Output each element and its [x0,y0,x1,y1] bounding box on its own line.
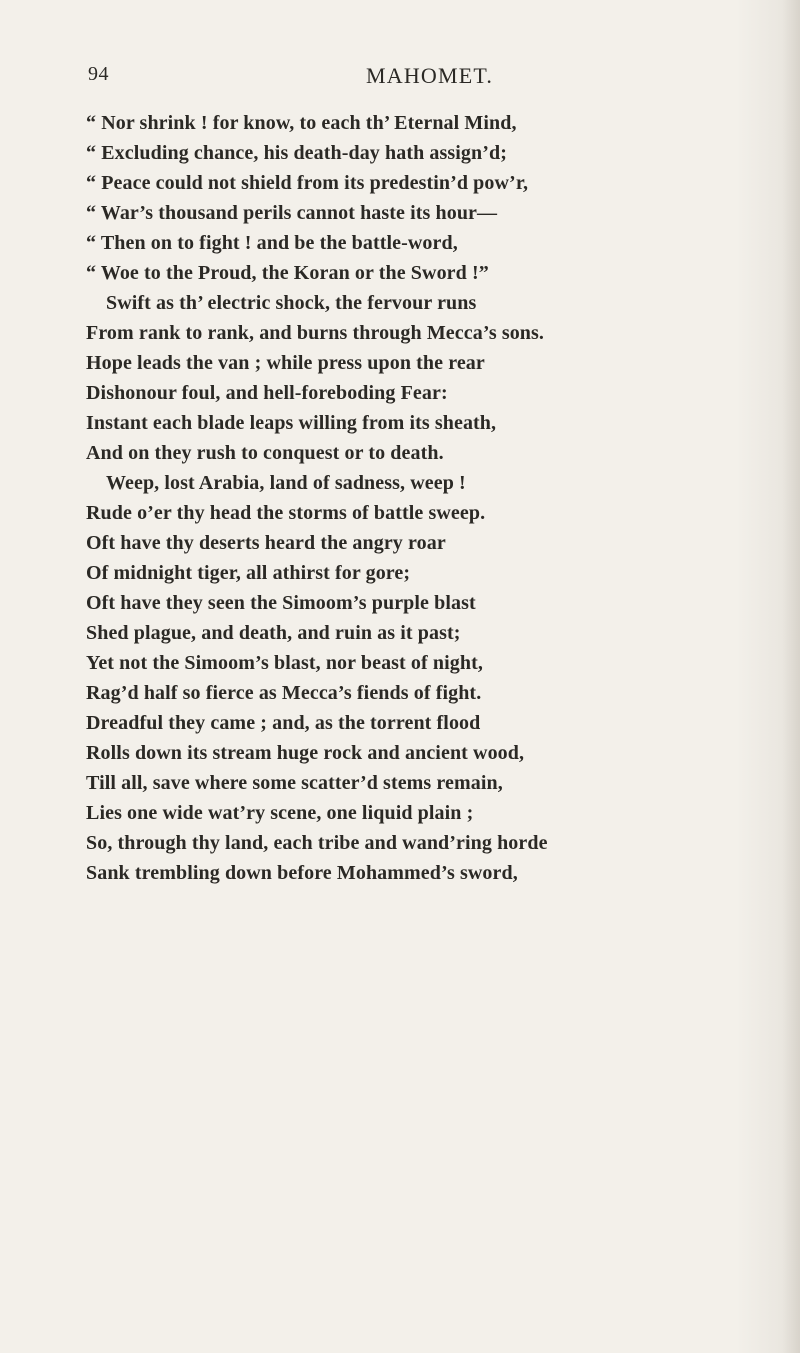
page-number: 94 [88,63,109,85]
poem-line-20: Rag’d half so fierce as Mecca’s fiends of fight. [86,682,482,704]
poem-line-22: Rolls down its stream huge rock and ancient wood, [86,742,525,764]
poem-line-15: Oft have thy deserts heard the angry roar [86,532,446,554]
poem-text [86,108,776,888]
poem-line-24: Lies one wide wat’ry scene, one liquid plain ; [86,802,474,824]
page-edge-shadow [782,0,800,1353]
poem-line-26: Sank trembling down before Mohammed’s sword, [86,862,518,884]
poem-line-18: Shed plague, and death, and ruin as it past; [86,622,461,644]
poem-line-4: “ War’s thousand perils cannot haste its hour— [86,202,498,224]
poem-line-17: Oft have they seen the Simoom’s purple blast [86,592,476,614]
poem-line-7: Swift as th’ electric shock, the fervour runs [106,292,477,314]
poem-line-3: “ Peace could not shield from its predestin’d pow’r, [86,172,529,194]
poem-line-13: Weep, lost Arabia, land of sadness, weep ! [106,472,466,494]
poem-line-10: Dishonour foul, and hell-foreboding Fear: [86,382,448,404]
poem-line-6: “ Woe to the Proud, the Koran or the Sword !” [86,262,489,284]
poem-line-1: “ Nor shrink ! for know, to each th’ Eternal Mind, [86,112,517,134]
poem-line-12: And on they rush to conquest or to death. [86,442,444,464]
poem-line-19: Yet not the Simoom’s blast, nor beast of night, [86,652,483,674]
poem-line-8: From rank to rank, and burns through Mecca’s sons. [86,322,545,344]
running-head: MAHOMET. [366,63,494,88]
poem-line-21: Dreadful they came ; and, as the torrent flood [86,712,481,734]
poem-line-11: Instant each blade leaps willing from its sheath, [86,412,497,434]
poem-line-14: Rude o’er thy head the storms of battle sweep. [86,502,486,524]
page-header [88,63,708,91]
poem-line-9: Hope leads the van ; while press upon the rear [86,352,485,374]
poem-line-23: Till all, save where some scatter’d stems remain, [86,772,503,794]
poem-line-5: “ Then on to fight ! and be the battle-word, [86,232,458,254]
poem-line-16: Of midnight tiger, all athirst for gore; [86,562,411,584]
poem-line-25: So, through thy land, each tribe and wand’ring horde [86,832,548,854]
poem-line-2: “ Excluding chance, his death-day hath assign’d; [86,142,508,164]
